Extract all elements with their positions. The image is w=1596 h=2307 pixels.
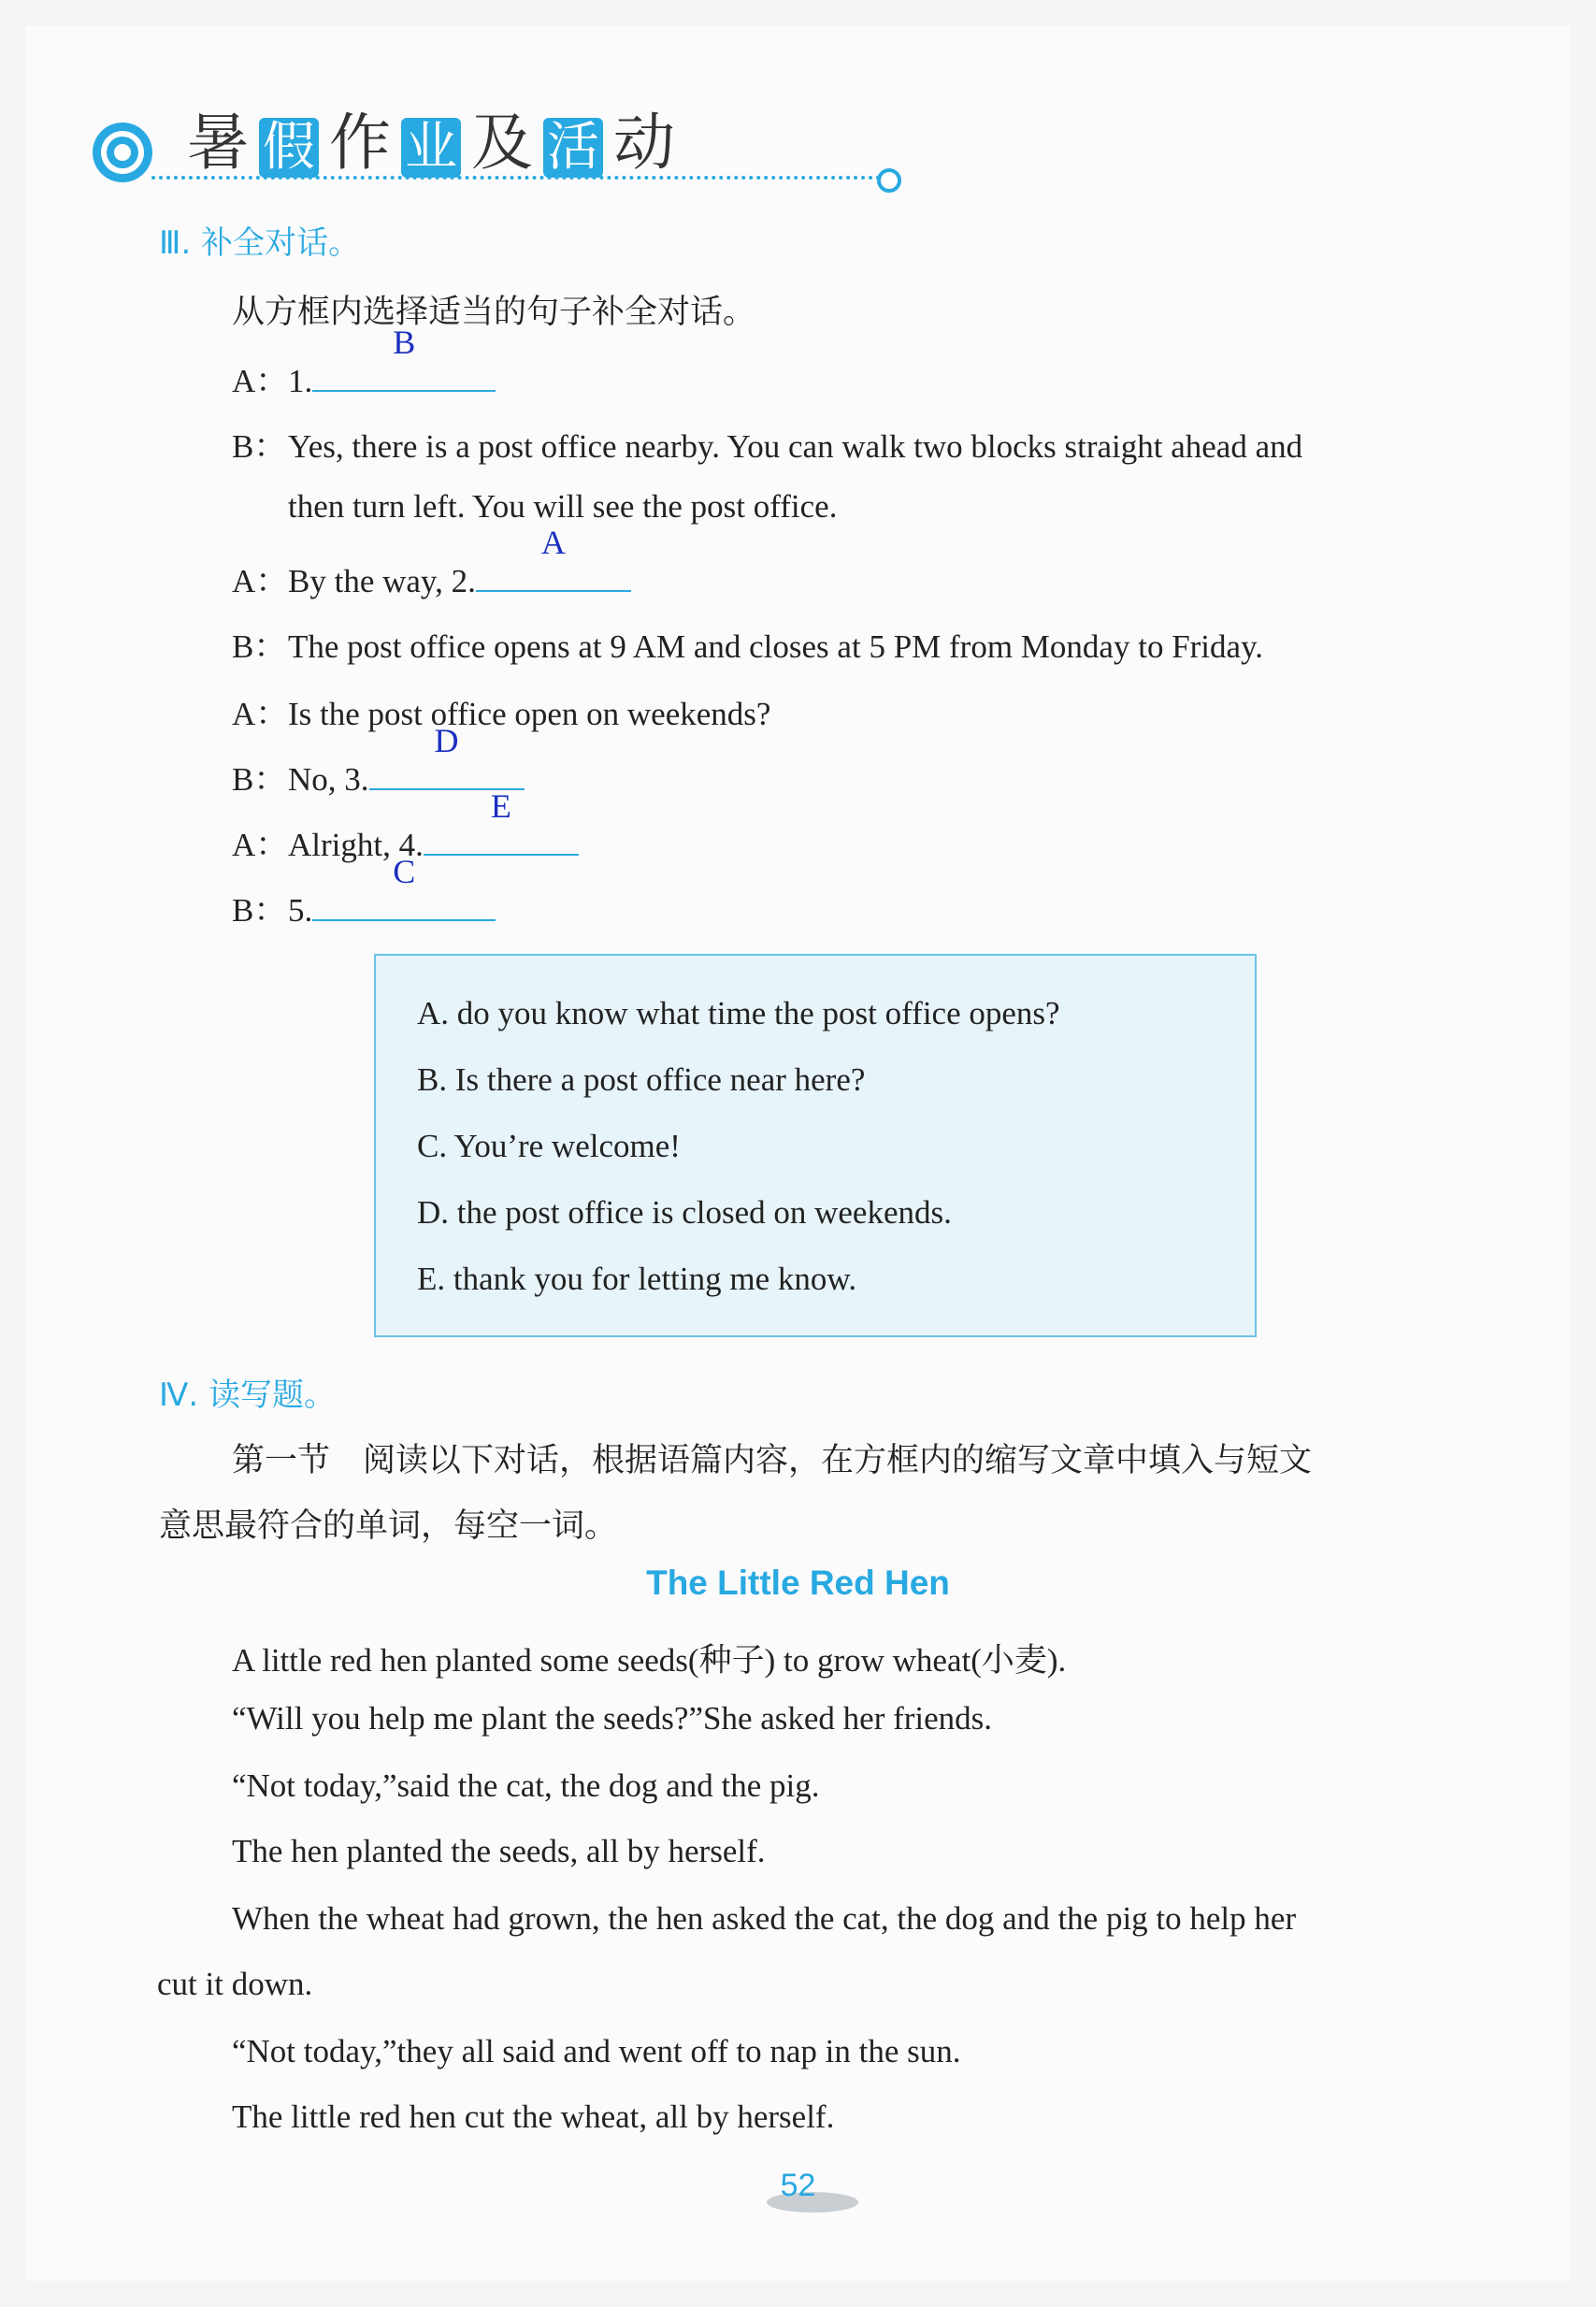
dialogue-line-1: A：1. B [232,355,496,402]
section-3-instruction: 从方框内选择适当的句子补全对话。 [232,294,756,331]
story-line: When the wheat had grown, the hen asked the cat, the dog and the pig to help her [232,1900,1297,1937]
dialogue-line-3: then turn left. You will see the post office. [288,488,838,525]
story-line: A little red hen planted some seeds(种子) to grow wheat(小麦). [232,1642,1067,1679]
header-char-boxed: 活 [543,118,603,178]
option-a: A. do you know what time the post office opens? [417,995,1060,1031]
story-line: “Not today,”said the cat, the dog and the pig. [232,1767,820,1804]
dialogue-line-4: A：By the way, 2. A [232,555,631,602]
dialogue-line-7: B：No, 3. D [232,754,525,800]
story-line: The little red hen cut the wheat, all by herself. [232,2098,835,2135]
section-4-instruction-line2: 意思最符合的单词，每空一词。 [159,1507,618,1545]
story-line: “Will you help me plant the seeds?”She asked her friends. [232,1700,993,1737]
answer-text: A [540,524,566,561]
dialogue-line-5: B：The post office opens at 9 AM and closes at 5 PM from Monday to Friday. [232,628,1264,665]
options-box [374,954,1257,1337]
header-char: 动 [613,107,675,179]
answer-text: B [393,324,416,361]
header-char: 作 [329,107,391,179]
header-banner [65,82,841,204]
header-char-boxed: 业 [401,118,461,178]
option-e: E. thank you for letting me know. [417,1261,857,1297]
header-char-boxed: 假 [259,118,319,178]
answer-blank[interactable] [424,787,579,856]
dialogue-line-6: A：Is the post office open on weekends? [232,696,771,732]
story-line: “Not today,”they all said and went off to nap in the sun. [232,2033,961,2069]
answer-text: C [393,853,416,890]
dialogue-line-9: B：5. C [232,885,496,931]
section-4-instruction-line1: 第一节 阅读以下对话，根据语篇内容，在方框内的缩写文章中填入与短文 [232,1442,1313,1479]
option-c: C. You’re welcome! [417,1128,681,1164]
answer-text: D [434,722,459,759]
target-ring-icon [90,120,155,185]
header-rule-end-icon [877,168,901,193]
dialogue-line-8: A：Alright, 4. E [232,819,579,866]
header-title [182,108,680,178]
section-3-title: Ⅲ. 补全对话。 [159,224,361,262]
dialogue-line-2: B：Yes, there is a post office nearby. You can walk two blocks straight ahead and [232,428,1303,465]
header-dotted-rule [151,176,881,180]
header-char: 及 [471,107,533,179]
answer-blank[interactable] [369,722,525,790]
page-number: 52 [780,2168,816,2203]
answer-blank[interactable] [476,524,631,592]
answer-text: E [490,787,511,825]
story-line: cut it down. [157,1966,313,2002]
option-d: D. the post office is closed on weekends. [417,1194,952,1231]
option-b: B. Is there a post office near here? [417,1061,866,1098]
story-title: The Little Red Hen [646,1564,950,1602]
story-line: The hen planted the seeds, all by herself. [232,1833,766,1869]
section-4-title: Ⅳ. 读写题。 [159,1377,336,1414]
header-char: 暑 [187,107,249,179]
